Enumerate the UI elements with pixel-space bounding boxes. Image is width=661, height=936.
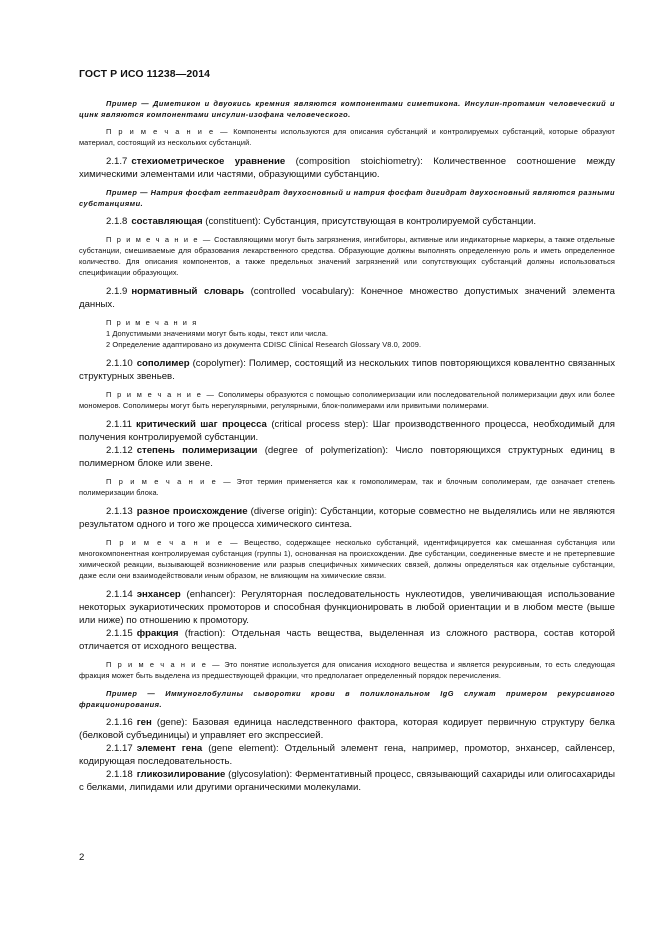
term-number: 2.1.18 (106, 769, 133, 780)
term-number: 2.1.9 (106, 286, 128, 297)
note-paragraph (79, 537, 615, 581)
note-list-item: 2 Определение адаптировано из документа CDISC Clinical Research Glossary V8.0, 2009. (106, 340, 422, 349)
term-definition: (diverse origin): Субстанции, которые совместно не выделялись или не являются результатом одного и того же процесса химического синтеза. (79, 506, 615, 530)
term-entry (79, 716, 615, 742)
term-definition: (glycosylation): Ферментативный процесс, связывающий сахариды или олигосахариды с белками, липидами или другими органическими молекулами. (79, 769, 615, 793)
term-entry (79, 588, 615, 627)
page-number: 2 (79, 852, 85, 863)
note-label: П р и м е ч а н и е — (106, 127, 230, 136)
notes-heading: П р и м е ч а н и я (106, 318, 198, 327)
term-number: 2.1.14 (106, 589, 133, 600)
example-text: Пример — Диметикон и двуокись кремния являются компонентами симетикона. Инсулин-протамин человеческий и цинк являются компонентами инсулин-изофана человеческого. (79, 99, 615, 119)
document-header-title: ГОСТ Р ИСО 11238—2014 (79, 68, 211, 80)
term-entry (79, 155, 615, 181)
term-number: 2.1.15 (106, 628, 133, 639)
term-entry (79, 215, 615, 228)
term-number: 2.1.11 (106, 419, 132, 430)
example-text: Пример — Иммуноглобулины сыворотки крови в поликлональном IgG служат примером рекурсивного фракционирования. (79, 689, 615, 709)
note-label: П р и м е ч а н и е — (106, 235, 212, 244)
term-number: 2.1.12 (106, 445, 133, 456)
note-text: Составляющими могут быть загрязнения, ингибиторы, активные или индикаторные маркеры, а также отдельные субстанции, смешиваемые для образования лекарственного средства. Образующие должны выполнять определенную роль и иметь определенное количество. Для описания компонентов, а также предельных значений загрязнений или сопутствующих субстанций должны использоваться спецификации образующих. (79, 235, 615, 277)
term-definition: (gene): Базовая единица наследственного фактора, которая кодирует первичную структуру белка (белковой субъединицы) и управляет его экспрессией. (79, 717, 615, 741)
term-name: нормативный словарь (131, 286, 245, 297)
term-number: 2.1.17 (106, 743, 133, 754)
term-definition: (critical process step): Шаг производственного процесса, необходимый для получения контролируемой субстанции. (79, 419, 615, 443)
term-definition: (controlled vocabulary): Конечное множество допустимых значений элемента данных. (79, 286, 615, 310)
term-name: фракция (136, 628, 179, 639)
term-entry (79, 768, 615, 794)
term-entry (79, 444, 615, 470)
note-paragraph (79, 234, 615, 278)
term-definition: (composition stoichiometry): Количественное соотношение между химическими элементами или частями, образующими субстанцию. (79, 156, 615, 180)
note-text: Вещество, содержащее несколько субстанций, идентифицируется как смешанная субстанция или многокомпонентная контролируемая субстанция (группы 1), основанная на происхождении. Две субстанции, соединенные вместе и не претерпевшие химической реакции, вызывающей возникновение или разрыв специфичных химических связей, должны определяться как отдельные субстанции, даже если они взаимодействовали иным образом, не влияющим на химические связи. (79, 538, 615, 580)
note-text: Этот термин применяется как к гомополимерам, так и блочным сополимерам, где означает степень полимеризации блока. (79, 477, 615, 497)
term-entry (79, 357, 615, 383)
term-name: энхансер (136, 589, 181, 600)
term-name: критический шаг процесса (135, 419, 267, 430)
term-name: разное происхождение (136, 506, 248, 517)
term-name: составляющая (131, 216, 203, 227)
note-text: Компоненты используются для описания субстанций и контролируемых субстанций, которые образуют материал, состоящий из нескольких субстанций. (79, 127, 615, 147)
term-definition: (degree of polymerization): Число повторяющихся структурных единиц в полимерном блоке или звене. (79, 445, 615, 469)
term-name: гликозилирование (136, 769, 226, 780)
term-number: 2.1.7 (106, 156, 128, 167)
term-entry (79, 418, 615, 444)
note-label: П р и м е ч а н и е — (106, 660, 222, 669)
term-number: 2.1.13 (106, 506, 133, 517)
note-paragraph (79, 659, 615, 681)
example-text: Пример — Натрия фосфат гептагидрат двухосновный и натрия фосфат дигидрат двухосновный являются разными субстанциями. (79, 188, 615, 208)
term-name: элемент гена (136, 743, 203, 754)
note-label: П р и м е ч а н и е — (106, 477, 233, 486)
term-entry (79, 627, 615, 653)
term-name: стехиометрическое уравнение (131, 156, 286, 167)
term-number: 2.1.16 (106, 717, 133, 728)
term-number: 2.1.10 (106, 358, 133, 369)
term-definition: (copolymer): Полимер, состоящий из нескольких типов повторяющихся ковалентно связанных структурных звеньев. (79, 358, 615, 382)
term-entry (79, 285, 615, 311)
term-name: степень полимеризации (136, 445, 258, 456)
term-definition: (enhancer): Регуляторная последовательность нуклеотидов, увеличивающая использование некоторых эукариотических промоторов и способная функционировать в любой ориентации и в любом месте (выше или ниже) по отношению к промотору. (79, 589, 615, 626)
note-text: Сополимеры образуются с помощью сополимеризации или последовательной полимеризации двух или более мономеров. Сополимеры могут быть нерегулярными, регулярными, блок-полимерами или привитыми полимерами. (79, 390, 615, 410)
term-entry (79, 505, 615, 531)
note-list-item: 1 Допустимыми значениями могут быть коды, текст или числа. (106, 329, 328, 338)
term-number: 2.1.8 (106, 216, 128, 227)
term-definition: (fraction): Отдельная часть вещества, выделенная из сложного раствора, состав которой отличается от исходного вещества. (79, 628, 615, 652)
note-paragraph (79, 126, 615, 148)
note-paragraph (79, 476, 615, 498)
term-definition: (constituent): Субстанция, присутствующая в контролируемой субстанции. (205, 216, 537, 227)
term-definition: (gene element): Отдельный элемент гена, например, промотор, энхансер, сайленсер, кодирующая последовательность. (79, 743, 615, 767)
term-entry (79, 742, 615, 768)
term-name: ген (136, 717, 152, 728)
note-paragraph (79, 389, 615, 411)
note-label: П р и м е ч а н и е — (106, 538, 240, 547)
note-text: Это понятие используется для описания исходного вещества и является рекурсивным, то есть следующая фракция может быть выделена из предшествующей фракции, что предполагает определенный порядок перечисления. (79, 660, 615, 680)
term-name: сополимер (136, 358, 190, 369)
note-label: П р и м е ч а н и е — (106, 390, 216, 399)
